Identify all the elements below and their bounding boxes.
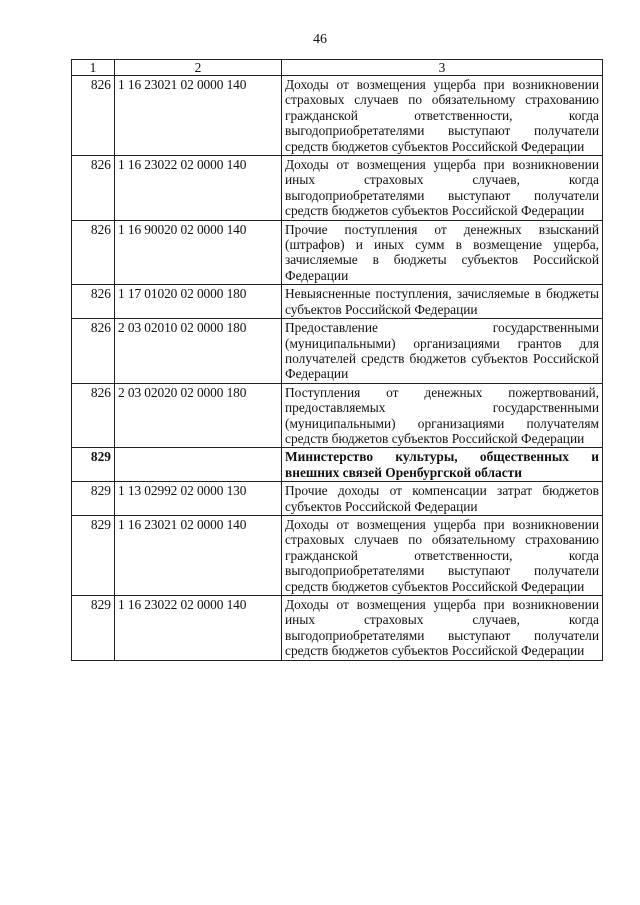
admin-code-cell: 829 [72,448,115,482]
table-row [72,285,603,319]
table-row [72,596,603,661]
table-header [72,60,603,76]
budget-code-cell: 1 16 23021 02 0000 140 [115,515,282,595]
table-header-row [72,60,603,76]
budget-code-cell: 1 16 90020 02 0000 140 [115,220,282,285]
admin-code-cell: 826 [72,220,115,285]
table-row [72,156,603,221]
admin-code-cell: 826 [72,76,115,156]
ministry-name-cell: Министерство культуры, общественных и внешних связей Оренбургской области [282,448,603,482]
admin-code-cell: 826 [72,319,115,384]
table-row [72,76,603,156]
budget-code-cell: 1 16 23022 02 0000 140 [115,156,282,221]
budget-classification-table [71,59,603,661]
budget-code-cell: 1 17 01020 02 0000 180 [115,285,282,319]
revenue-description-cell: Прочие поступления от денежных взысканий (штрафов) и иных сумм в возмещение ущерба, зачисляемые в бюджеты субъектов Российской Федерации [282,220,603,285]
revenue-description-cell: Поступления от денежных пожертвований, предоставляемых государственными (муниципальными) организациями получателям средств бюджетов субъектов Российской Федерации [282,383,603,448]
page-number: 46 [313,32,327,47]
column-header-3: 3 [282,60,603,76]
table-row [72,319,603,384]
table-row [72,383,603,448]
admin-code-cell: 829 [72,596,115,661]
admin-code-cell: 826 [72,156,115,221]
table-body [72,76,603,661]
admin-code-cell: 829 [72,482,115,516]
budget-code-cell: 1 13 02992 02 0000 130 [115,482,282,516]
revenue-description-cell: Невыясненные поступления, зачисляемые в бюджеты субъектов Российской Федерации [282,285,603,319]
revenue-description-cell: Прочие доходы от компенсации затрат бюджетов субъектов Российской Федерации [282,482,603,516]
budget-code-cell: 2 03 02010 02 0000 180 [115,319,282,384]
table-row-section-heading [72,448,603,482]
table-row [72,515,603,595]
table-row [72,220,603,285]
revenue-description-cell: Доходы от возмещения ущерба при возникновении страховых случаев по обязательному страхованию гражданской ответственности, когда выгодоприобретателями выступают получатели средств бюджетов субъектов Российской Федерации [282,515,603,595]
revenue-description-cell: Доходы от возмещения ущерба при возникновении иных страховых случаев, когда выгодоприобретателями выступают получатели средств бюджетов субъектов Российской Федерации [282,596,603,661]
admin-code-cell: 829 [72,515,115,595]
column-header-2: 2 [115,60,282,76]
admin-code-cell: 826 [72,383,115,448]
column-header-1: 1 [72,60,115,76]
revenue-description-cell: Доходы от возмещения ущерба при возникновении иных страховых случаев, когда выгодоприобретателями выступают получатели средств бюджетов субъектов Российской Федерации [282,156,603,221]
admin-code-cell: 826 [72,285,115,319]
revenue-description-cell: Доходы от возмещения ущерба при возникновении страховых случаев по обязательному страхованию гражданской ответственности, когда выгодоприобретателями выступают получатели средств бюджетов субъектов Российской Федерации [282,76,603,156]
budget-code-cell [115,448,282,482]
budget-code-cell: 1 16 23021 02 0000 140 [115,76,282,156]
revenue-description-cell: Предоставление государственными (муниципальными) организациями грантов для получателей средств бюджетов субъектов Российской Федерации [282,319,603,384]
table-row [72,482,603,516]
budget-code-cell: 2 03 02020 02 0000 180 [115,383,282,448]
budget-code-cell: 1 16 23022 02 0000 140 [115,596,282,661]
